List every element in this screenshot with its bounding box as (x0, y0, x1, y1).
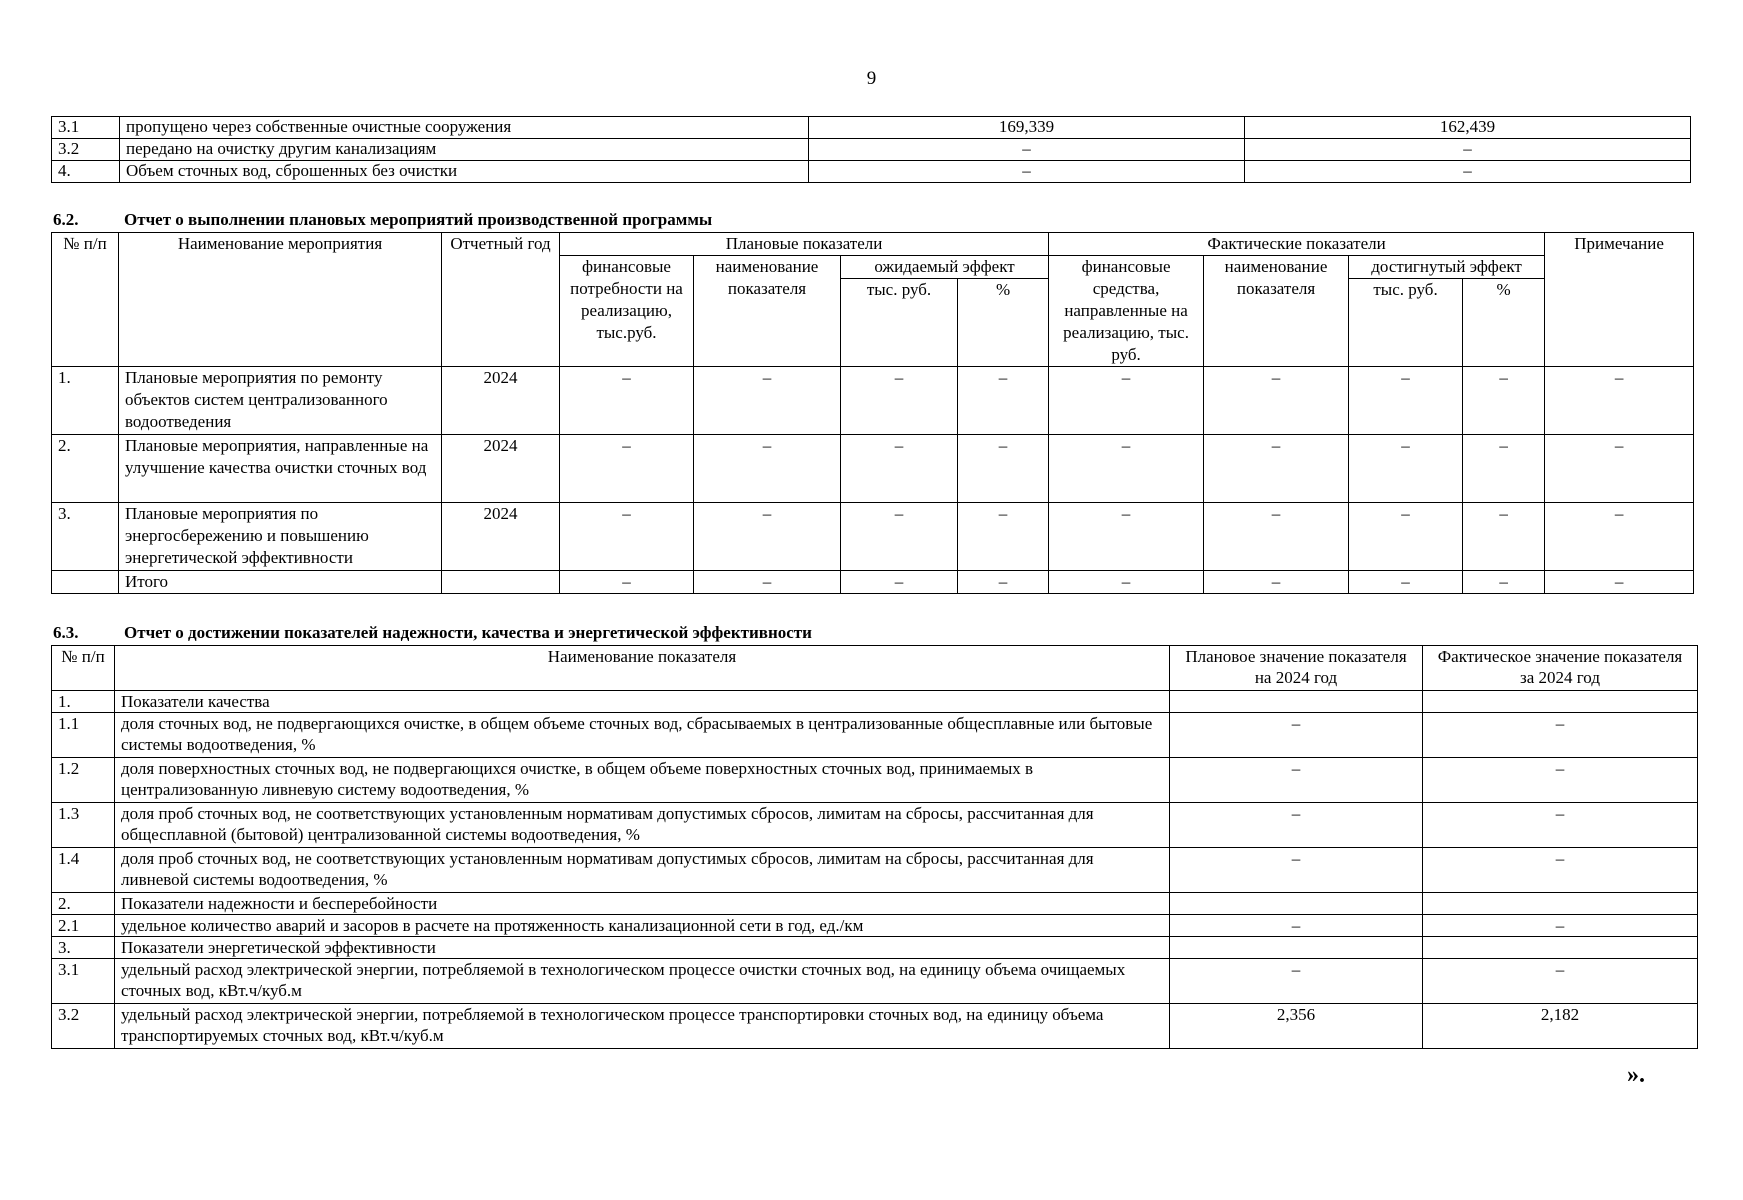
plan-value: – (1170, 915, 1423, 937)
table-row (52, 848, 1698, 893)
fact-value: – (1245, 139, 1691, 161)
table-row (52, 117, 1691, 139)
actual-percent-total: – (1463, 571, 1545, 594)
row-number: 1.1 (52, 713, 115, 758)
row-number: 1.4 (52, 848, 115, 893)
plan-value: – (1170, 713, 1423, 758)
section-number: 6.2. (53, 210, 79, 229)
event-name: Плановые мероприятия по ремонту объектов систем централизованного водоотведения (119, 367, 442, 435)
table-row (52, 915, 1698, 937)
row-number: 3.2 (52, 139, 120, 161)
indicator-name: доля проб сточных вод, не соответствующих установленным нормативам допустимых сбросов, лимитам на сбросы, рассчитанная для общесплавной (бытовой) централизованной системы водоотведения, % (115, 803, 1170, 848)
indicators-header-row (52, 646, 1698, 691)
header-indicator-name: Наименование показателя (115, 646, 1170, 691)
actual-thous-rub-total: – (1349, 571, 1463, 594)
section-number: 6.3. (53, 623, 79, 642)
plan-thous-rub-total: – (841, 571, 958, 594)
table-row (52, 503, 1694, 571)
row-number: 1. (52, 691, 115, 713)
header-event-name: Наименование мероприятия (119, 233, 442, 367)
header-fact-value: Фактическое значение показателя за 2024 год (1423, 646, 1698, 691)
header-num: № п/п (52, 233, 119, 367)
header-actual-finance: финансовые средства, направленные на реализацию, тыс. руб. (1049, 256, 1204, 367)
indicator-name: удельный расход электрической энергии, потребляемой в технологическом процессе транспортировки сточных вод, на единицу объема транспортируемых сточных вод, кВт.ч/куб.м (115, 1004, 1170, 1049)
indicator-name: Показатели качества (115, 691, 1170, 713)
header-planned: Плановые показатели (560, 233, 1049, 256)
event-name: Плановые мероприятия, направленные на улучшение качества очистки сточных вод (119, 435, 442, 503)
plan-value: – (809, 139, 1245, 161)
table-row (52, 139, 1691, 161)
row-number: 1.2 (52, 758, 115, 803)
table-row (52, 161, 1691, 183)
closing-quote-mark: ». (1627, 1062, 1645, 1088)
actual-finance-value: – (1049, 435, 1204, 503)
plan-thous-rub-value: – (841, 503, 958, 571)
actual-indicator-value: – (1204, 367, 1349, 435)
row-number: 3. (52, 937, 115, 959)
actual-percent-value: – (1463, 367, 1545, 435)
events-header-row-1 (52, 233, 1694, 256)
report-year: 2024 (442, 435, 560, 503)
header-expected-effect: ожидаемый эффект (841, 256, 1049, 279)
fact-value: – (1423, 848, 1698, 893)
indicator-name: Показатели надежности и бесперебойности (115, 893, 1170, 915)
actual-finance-value: – (1049, 503, 1204, 571)
indicator-name: доля сточных вод, не подвергающихся очистке, в общем объеме сточных вод, сбрасываемых в централизованные общесплавные или бытовые системы водоотведения, % (115, 713, 1170, 758)
fact-value: 162,439 (1245, 117, 1691, 139)
row-number: 3. (52, 503, 119, 571)
plan-value: – (1170, 758, 1423, 803)
note-total: – (1545, 571, 1694, 594)
indicator-name: доля поверхностных сточных вод, не подвергающихся очистке, в общем объеме поверхностных сточных вод, принимаемых в централизованную ливневую систему водоотведения, % (115, 758, 1170, 803)
page-number: 9 (866, 68, 877, 89)
fact-value (1423, 691, 1698, 713)
fact-value: 2,182 (1423, 1004, 1698, 1049)
plan-value: – (1170, 803, 1423, 848)
indicators-table (51, 645, 1698, 1049)
header-actual-thous-rub: тыс. руб. (1349, 279, 1463, 367)
actual-percent-value: – (1463, 503, 1545, 571)
section-title: Отчет о достижении показателей надежности, качества и энергетической эффективности (124, 623, 812, 642)
table-row (52, 435, 1694, 503)
table-row (52, 691, 1698, 713)
table-row (52, 1004, 1698, 1049)
plan-finance-value: – (560, 367, 694, 435)
row-number: 1. (52, 367, 119, 435)
section-title: Отчет о выполнении плановых мероприятий производственной программы (124, 210, 713, 229)
actual-thous-rub-value: – (1349, 435, 1463, 503)
row-number: 3.2 (52, 1004, 115, 1049)
plan-value (1170, 893, 1423, 915)
fact-value: – (1423, 915, 1698, 937)
plan-value (1170, 937, 1423, 959)
plan-value: – (1170, 848, 1423, 893)
actual-indicator-value: – (1204, 435, 1349, 503)
row-name: пропущено через собственные очистные сооружения (120, 117, 809, 139)
plan-indicator-value: – (694, 435, 841, 503)
table-row (52, 367, 1694, 435)
plan-thous-rub-value: – (841, 367, 958, 435)
actual-finance-total: – (1049, 571, 1204, 594)
plan-value (1170, 691, 1423, 713)
indicator-name: удельное количество аварий и засоров в расчете на протяженность канализационной сети в год, ед./км (115, 915, 1170, 937)
table-row (52, 803, 1698, 848)
header-plan-percent: % (958, 279, 1049, 367)
plan-percent-value: – (958, 435, 1049, 503)
header-plan-indicator-name: наименование показателя (694, 256, 841, 367)
header-report-year: Отчетный год (442, 233, 560, 367)
row-number: 1.3 (52, 803, 115, 848)
row-number: 2. (52, 435, 119, 503)
plan-indicator-value: – (694, 367, 841, 435)
actual-indicator-total: – (1204, 571, 1349, 594)
header-plan-finance: финансовые потребности на реализацию, тыс.руб. (560, 256, 694, 367)
row-number: 4. (52, 161, 120, 183)
fact-value (1423, 937, 1698, 959)
empty-cell (52, 571, 119, 594)
row-number: 3.1 (52, 959, 115, 1004)
actual-finance-value: – (1049, 367, 1204, 435)
plan-value: – (809, 161, 1245, 183)
note-value: – (1545, 435, 1694, 503)
indicator-name: удельный расход электрической энергии, потребляемой в технологическом процессе очистки сточных вод, на единицу объема очищаемых сточных вод, кВт.ч/куб.м (115, 959, 1170, 1004)
row-number: 2.1 (52, 915, 115, 937)
plan-percent-total: – (958, 571, 1049, 594)
row-number: 2. (52, 893, 115, 915)
fact-value: – (1423, 758, 1698, 803)
indicator-name: Показатели энергетической эффективности (115, 937, 1170, 959)
plan-finance-value: – (560, 503, 694, 571)
event-name: Плановые мероприятия по энергосбережению и повышению энергетической эффективности (119, 503, 442, 571)
row-name: передано на очистку другим канализациям (120, 139, 809, 161)
empty-cell (442, 571, 560, 594)
header-actual-percent: % (1463, 279, 1545, 367)
note-value: – (1545, 367, 1694, 435)
header-plan-thous-rub: тыс. руб. (841, 279, 958, 367)
fact-value: – (1423, 959, 1698, 1004)
header-actual-indicator-name: наименование показателя (1204, 256, 1349, 367)
table-row (52, 713, 1698, 758)
report-year: 2024 (442, 503, 560, 571)
table-row (52, 893, 1698, 915)
total-label: Итого (119, 571, 442, 594)
plan-value: 2,356 (1170, 1004, 1423, 1049)
actual-thous-rub-value: – (1349, 367, 1463, 435)
plan-value: – (1170, 959, 1423, 1004)
actual-thous-rub-value: – (1349, 503, 1463, 571)
indicator-name: доля проб сточных вод, не соответствующих установленным нормативам допустимых сбросов, лимитам на сбросы, рассчитанная для ливневой системы водоотведения, % (115, 848, 1170, 893)
header-num: № п/п (52, 646, 115, 691)
fact-value (1423, 893, 1698, 915)
table-row (52, 937, 1698, 959)
events-report-table (51, 232, 1694, 594)
row-number: 3.1 (52, 117, 120, 139)
plan-finance-total: – (560, 571, 694, 594)
row-name: Объем сточных вод, сброшенных без очистки (120, 161, 809, 183)
plan-percent-value: – (958, 367, 1049, 435)
plan-percent-value: – (958, 503, 1049, 571)
actual-indicator-value: – (1204, 503, 1349, 571)
note-value: – (1545, 503, 1694, 571)
actual-percent-value: – (1463, 435, 1545, 503)
total-row (52, 571, 1694, 594)
plan-indicator-value: – (694, 503, 841, 571)
plan-value: 169,339 (809, 117, 1245, 139)
header-plan-value: Плановое значение показателя на 2024 год (1170, 646, 1423, 691)
header-actual: Фактические показатели (1049, 233, 1545, 256)
wastewater-volume-table (51, 116, 1691, 183)
fact-value: – (1423, 803, 1698, 848)
table-row (52, 959, 1698, 1004)
report-year: 2024 (442, 367, 560, 435)
plan-finance-value: – (560, 435, 694, 503)
header-achieved-effect: достигнутый эффект (1349, 256, 1545, 279)
fact-value: – (1423, 713, 1698, 758)
plan-indicator-total: – (694, 571, 841, 594)
table-row (52, 758, 1698, 803)
plan-thous-rub-value: – (841, 435, 958, 503)
fact-value: – (1245, 161, 1691, 183)
header-note: Примечание (1545, 233, 1694, 367)
